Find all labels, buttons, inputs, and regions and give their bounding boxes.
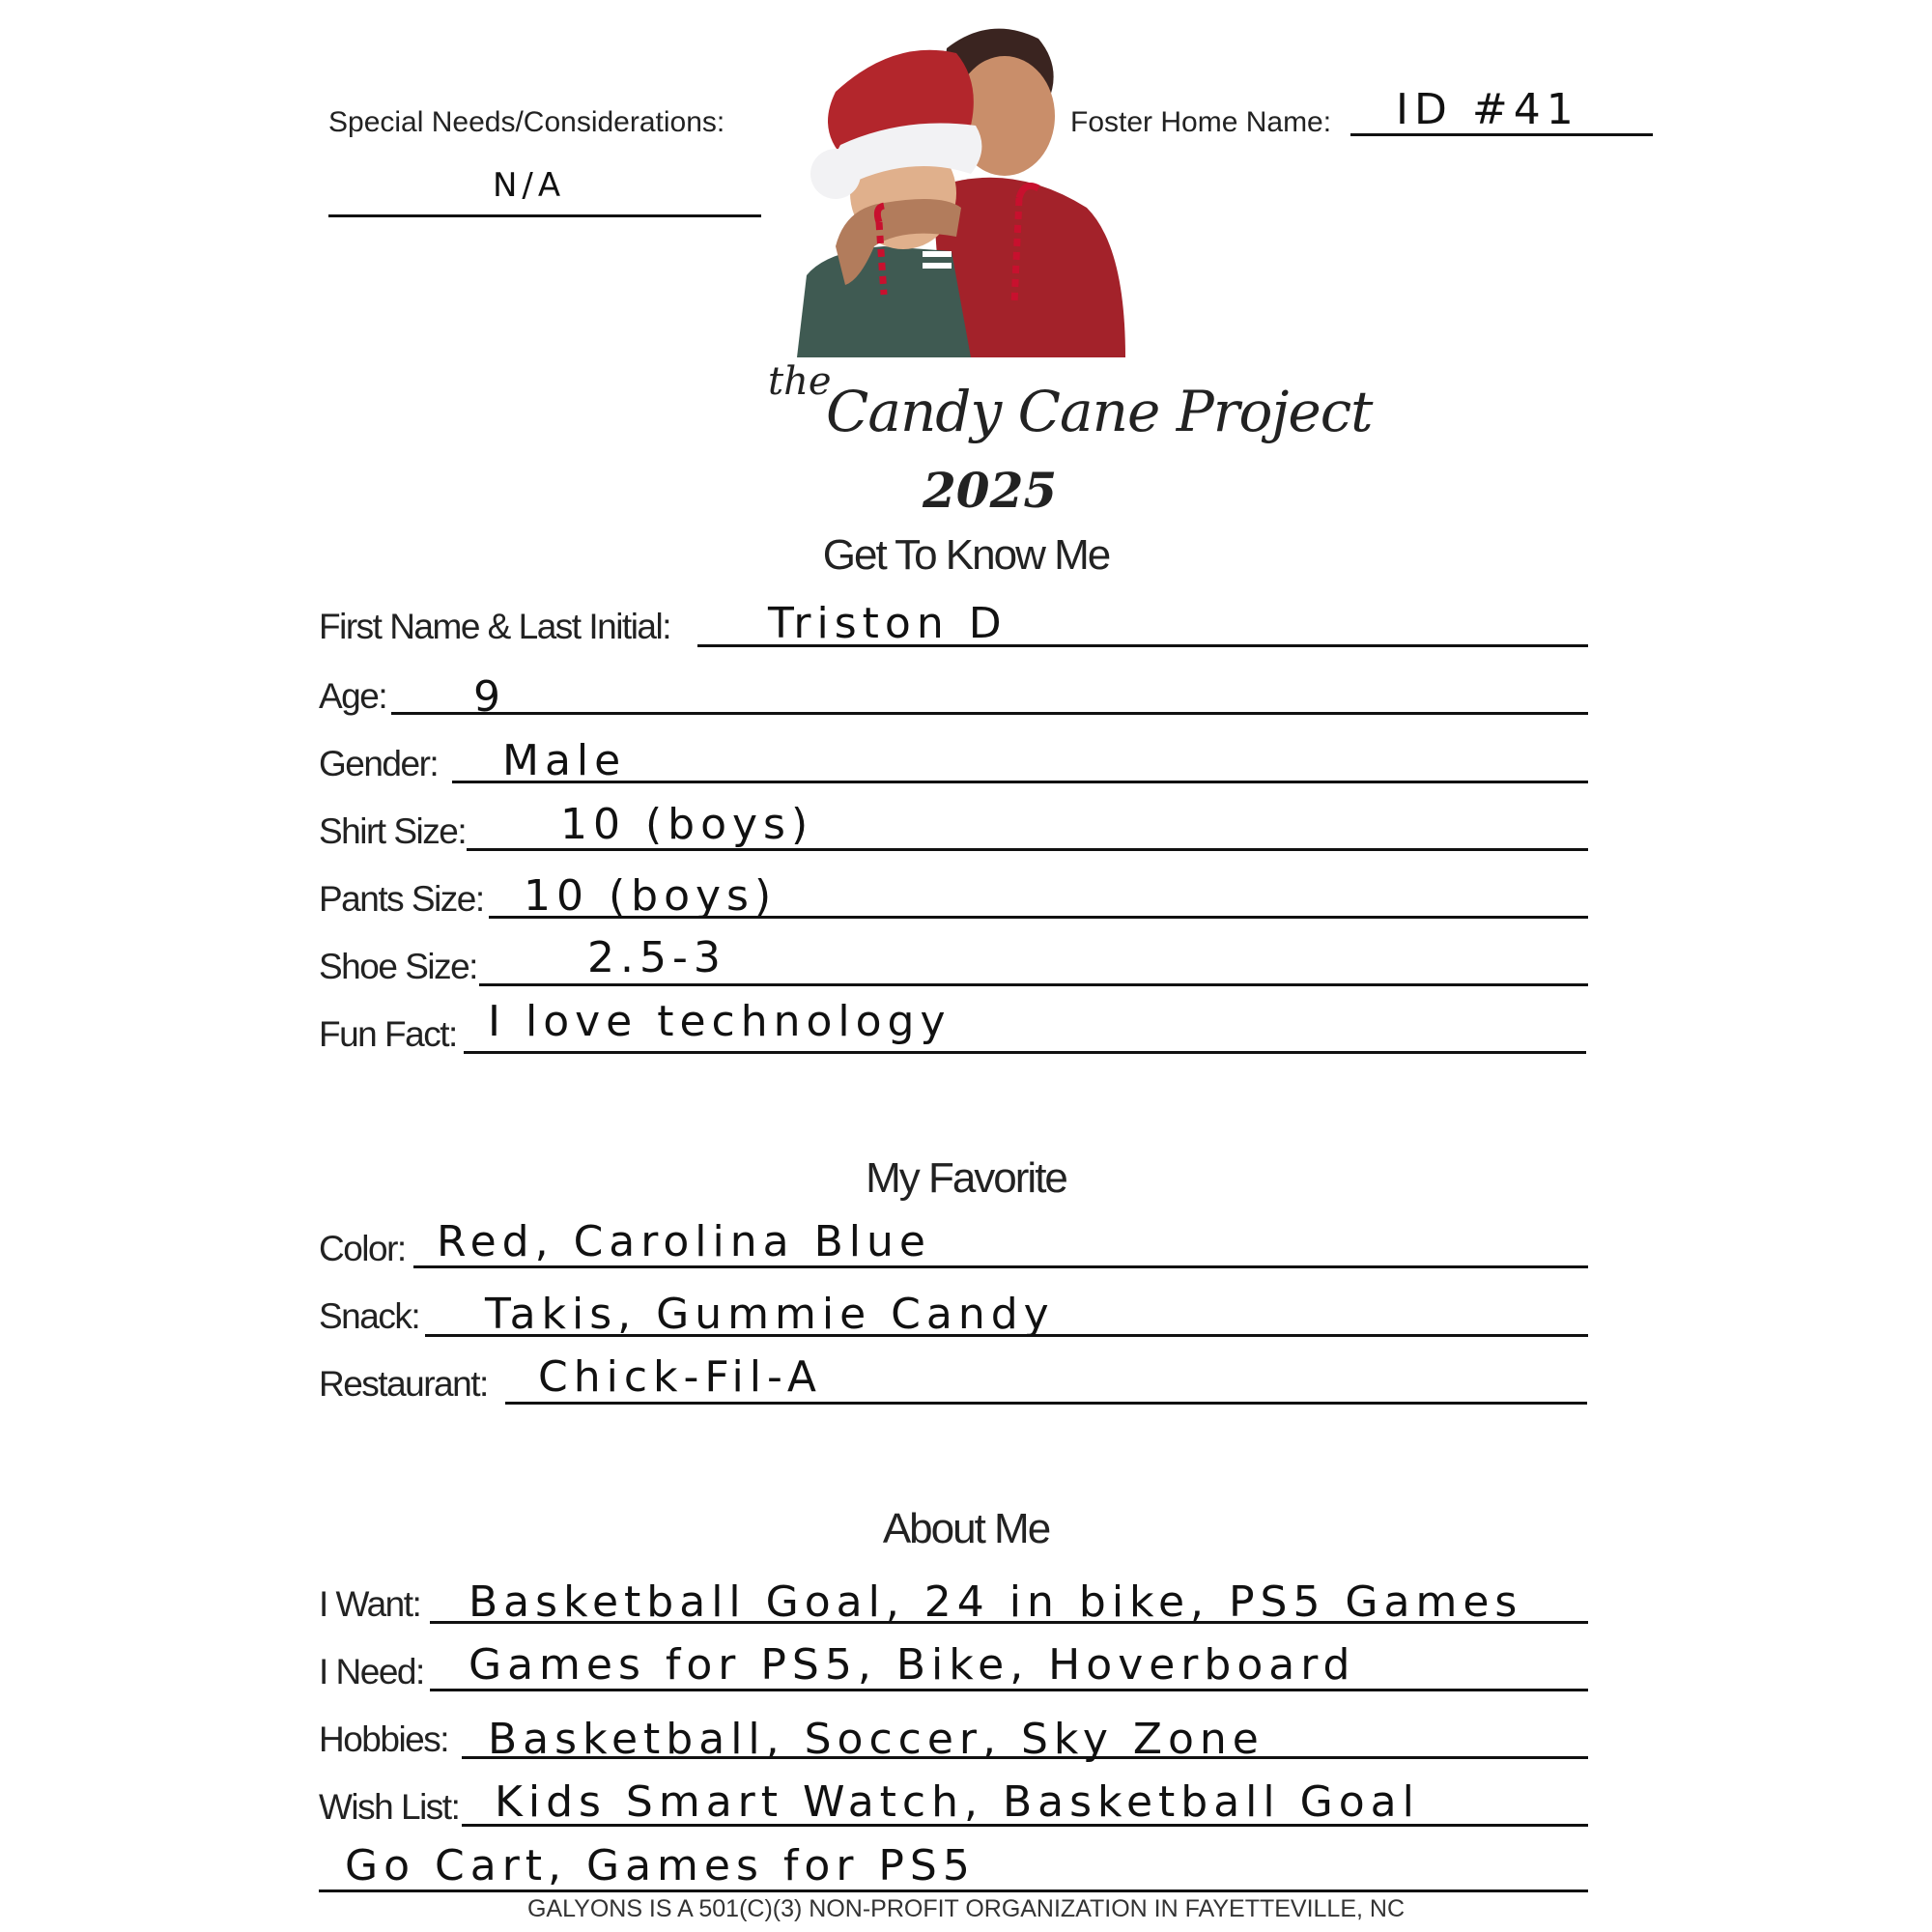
first-name-line — [697, 644, 1588, 647]
restaurant-line — [505, 1402, 1587, 1405]
snack-label: Snack: — [319, 1296, 420, 1336]
pants-size-line — [489, 916, 1588, 919]
wish-list-label: Wish List: — [319, 1787, 460, 1827]
i-need-value: Games for PS5, Bike, Hoverboard — [469, 1640, 1356, 1690]
hobbies-label: Hobbies: — [319, 1719, 449, 1759]
gender-value: Male — [502, 736, 627, 785]
fun-fact-value: I love technology — [488, 997, 952, 1046]
fun-fact-label: Fun Fact: — [319, 1014, 457, 1054]
logo-name-text: Candy Cane Project — [826, 379, 1373, 444]
restaurant-label: Restaurant: — [319, 1364, 488, 1404]
first-name-label: First Name & Last Initial: — [319, 607, 671, 646]
age-line — [391, 712, 1588, 715]
restaurant-value: Chick-Fil-A — [538, 1352, 822, 1402]
foster-home-value: ID #41 — [1396, 85, 1579, 134]
i-want-line — [430, 1621, 1588, 1624]
shirt-size-value: 10 (boys) — [560, 800, 814, 849]
fun-fact-line — [464, 1051, 1586, 1054]
shoe-size-line — [479, 983, 1588, 986]
age-label: Age: — [319, 676, 387, 716]
wish-list-continued-line — [319, 1889, 1588, 1892]
snack-value: Takis, Gummie Candy — [485, 1290, 1055, 1339]
shirt-size-line — [467, 848, 1588, 851]
hobbies-line — [462, 1756, 1588, 1759]
logo-year-text: 2025 — [923, 462, 1058, 519]
gender-label: Gender: — [319, 744, 439, 783]
footer-text: GALYONS IS A 501(C)(3) NON-PROFIT ORGANIZATION IN FAYETTEVILLE, NC — [526, 1895, 1406, 1922]
age-value: 9 — [473, 672, 506, 722]
color-line — [413, 1265, 1588, 1268]
i-want-label: I Want: — [319, 1584, 421, 1624]
pants-size-label: Pants Size: — [319, 879, 484, 919]
gender-line — [452, 781, 1588, 783]
candy-cane-project-illustration — [768, 14, 1183, 362]
hobbies-value: Basketball, Soccer, Sky Zone — [488, 1715, 1264, 1764]
special-needs-line — [328, 214, 761, 217]
wish-list-value: Kids Smart Watch, Basketball Goal — [495, 1777, 1420, 1827]
shirt-size-label: Shirt Size: — [319, 811, 467, 851]
foster-home-line — [1350, 133, 1653, 136]
color-label: Color: — [319, 1229, 406, 1268]
i-want-value: Basketball Goal, 24 in bike, PS5 Games — [469, 1577, 1523, 1627]
first-name-value: Triston D — [768, 599, 1008, 648]
snack-line — [425, 1334, 1588, 1337]
wish-list-continued-value: Go Cart, Games for PS5 — [345, 1841, 976, 1890]
pants-size-value: 10 (boys) — [524, 871, 778, 921]
about-me-title: About Me — [882, 1505, 1050, 1552]
logo-the-text: the — [768, 359, 832, 404]
special-needs-label: Special Needs/Considerations: — [328, 106, 725, 138]
i-need-line — [430, 1689, 1588, 1691]
i-need-label: I Need: — [319, 1652, 424, 1691]
my-favorite-title: My Favorite — [866, 1154, 1066, 1202]
foster-home-label: Foster Home Name: — [1070, 106, 1332, 138]
wish-list-line — [462, 1824, 1588, 1827]
get-to-know-me-title: Get To Know Me — [822, 531, 1110, 579]
shoe-size-label: Shoe Size: — [319, 947, 477, 986]
special-needs-value: N/A — [493, 166, 566, 205]
shoe-size-value: 2.5-3 — [587, 933, 726, 982]
color-value: Red, Carolina Blue — [437, 1217, 931, 1266]
